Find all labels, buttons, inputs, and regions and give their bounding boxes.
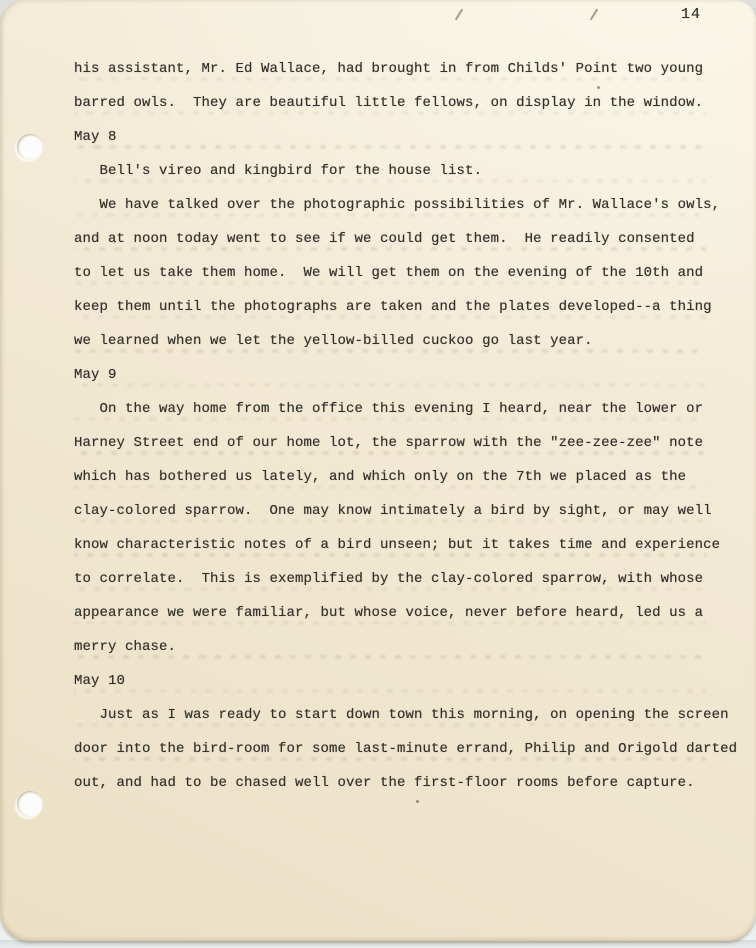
text-line: to let us take them home. We will get them on the evening of the 10th and [74,265,704,281]
punch-hole-top [17,134,43,160]
typewritten-text [74,52,744,800]
text-line: and at noon today went to see if we could get them. He readily consented [74,231,695,247]
pencil-mark [455,8,464,20]
text-line: door into the bird-room for some last-minute errand, Philip and Origold darted [74,741,738,757]
text-line: his assistant, Mr. Ed Wallace, had brought in from Childs' Point two young [74,61,704,77]
text-line: Bell's vireo and kingbird for the house list. [74,163,483,179]
text-line: to correlate. This is exemplified by the clay-colored sparrow, with whose [74,571,704,587]
text-line: Harney Street end of our home lot, the sparrow with the "zee-zee-zee" note [74,435,704,451]
text-line: appearance we were familiar, but whose voice, never before heard, led us a [74,605,704,621]
text-line: May 10 [74,673,126,689]
pencil-mark [590,8,599,20]
ink-speck [416,800,419,803]
text-line: which has bothered us lately, and which only on the 7th we placed as the [74,469,687,485]
text-line: keep them until the photographs are taken and the plates developed--a thing [74,299,712,315]
text-line: barred owls. They are beautiful little fellows, on display in the window. [74,95,704,111]
text-line: know characteristic notes of a bird unseen; but it takes time and experience [74,537,721,553]
text-line: we learned when we let the yellow-billed cuckoo go last year. [74,333,593,349]
text-line: Just as I was ready to start down town this morning, on opening the screen [74,707,729,723]
punch-hole-bottom [17,791,43,817]
text-line: May 9 [74,367,117,383]
text-line: merry chase. [74,639,177,655]
text-line: clay-colored sparrow. One may know intimately a bird by sight, or may well [74,503,712,519]
page-number: 14 [681,6,702,23]
text-line: out, and had to be chased well over the first-floor rooms before capture. [74,775,695,791]
text-line: We have talked over the photographic possibilities of Mr. Wallace's owls, [74,197,721,213]
text-line: On the way home from the office this evening I heard, near the lower or [74,401,704,417]
text-line: May 8 [74,129,117,145]
